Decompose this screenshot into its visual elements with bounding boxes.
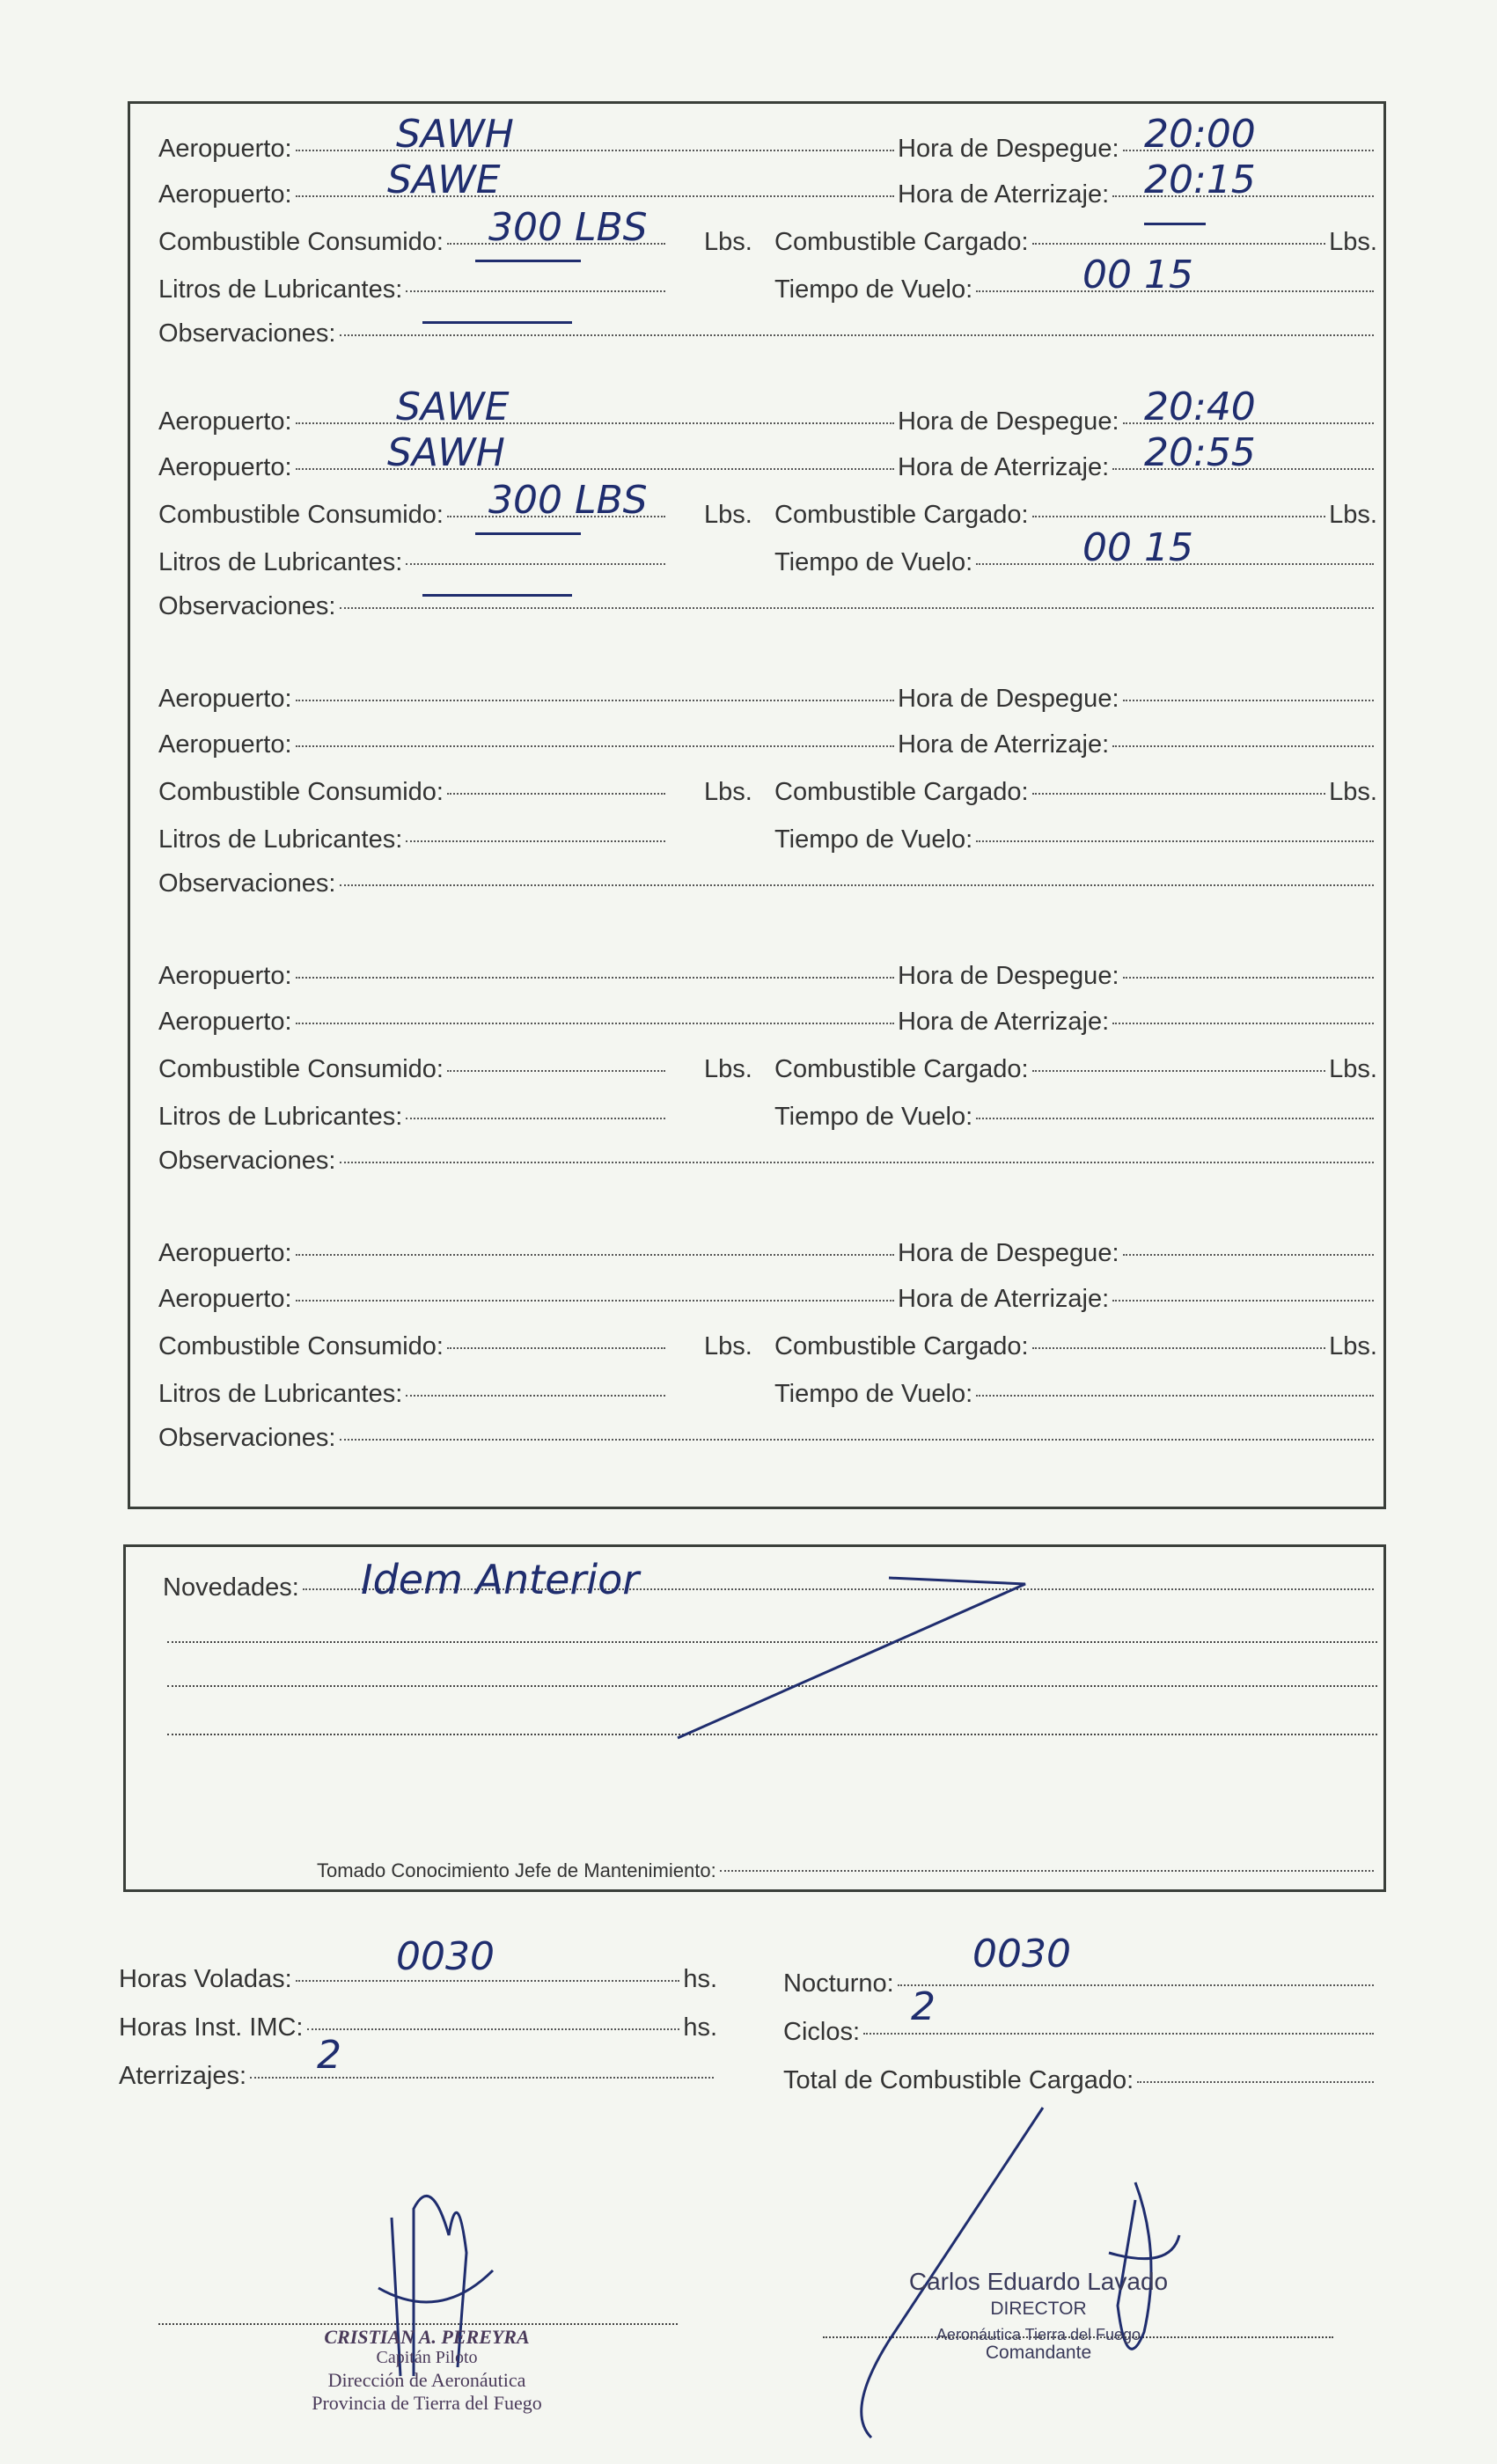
flight-5-aeropuerto-1-label: Aeropuerto:	[158, 1239, 292, 1267]
ciclos-value: 2	[911, 1984, 936, 2029]
flight-1-combustible-cargado-unit: Lbs.	[1329, 228, 1377, 256]
flight-1-litros-lubricantes-label: Litros de Lubricantes:	[158, 275, 403, 304]
flight-1-combustible-consumido-label: Combustible Consumido:	[158, 228, 444, 256]
nocturno-label: Nocturno:	[783, 1969, 894, 1998]
flight-3-lbs-prefix: Lbs.	[704, 778, 752, 806]
flight-2-observaciones-label: Observaciones:	[158, 592, 336, 620]
flight-1-hora-aterrizaje-value: 20:15	[1144, 158, 1256, 202]
flight-4-hora-aterrizaje-label: Hora de Aterrizaje:	[898, 1008, 1110, 1036]
flight-3-observaciones-label: Observaciones:	[158, 869, 336, 898]
flight-2-hora-despegue-value: 20:40	[1144, 385, 1256, 429]
flight-2-tiempo-vuelo-label: Tiempo de Vuelo:	[774, 548, 973, 576]
stamp-right-name: Carlos Eduardo Lavado	[908, 2268, 1169, 2295]
aterrizajes-label: Aterrizajes:	[119, 2062, 247, 2090]
flight-3-aeropuerto-2-label: Aeropuerto:	[158, 730, 292, 759]
novedades-value: Idem Anterior	[361, 1556, 640, 1603]
flight-4-observaciones-label: Observaciones:	[158, 1147, 336, 1175]
flight-2-hora-despegue-label: Hora de Despegue:	[898, 407, 1119, 436]
stamp-right-rank: Comandante	[985, 2343, 1092, 2363]
flight-2-tiempo-vuelo-value: 00 15	[1082, 525, 1193, 570]
flight-4-combustible-consumido-label: Combustible Consumido:	[158, 1055, 444, 1083]
flight-1-hora-despegue-label: Hora de Despegue:	[898, 135, 1119, 163]
flight-5-hora-despegue-label: Hora de Despegue:	[898, 1239, 1119, 1267]
flight-1-observaciones-label: Observaciones:	[158, 319, 336, 348]
flight-2-combustible-consumido-label: Combustible Consumido:	[158, 501, 444, 529]
flight-5-combustible-consumido-label: Combustible Consumido:	[158, 1332, 444, 1360]
flight-5-tiempo-vuelo-label: Tiempo de Vuelo:	[774, 1380, 973, 1408]
flight-3-hora-despegue-label: Hora de Despegue:	[898, 685, 1119, 713]
stamp-left-province: Provincia de Tierra del Fuego	[312, 2392, 542, 2414]
flight-2-litros-lubricantes-label: Litros de Lubricantes:	[158, 548, 403, 576]
flight-2-combustible-consumido-value: 300 LBS	[488, 478, 648, 523]
flight-1-aeropuerto-1-value: SAWH	[396, 112, 514, 157]
flight-1-tiempo-vuelo-label: Tiempo de Vuelo:	[774, 275, 973, 304]
flight-5-hora-aterrizaje-label: Hora de Aterrizaje:	[898, 1285, 1110, 1313]
flight-1-hora-aterrizaje-label: Hora de Aterrizaje:	[898, 180, 1110, 209]
flight-2-aeropuerto-2-label: Aeropuerto:	[158, 453, 292, 481]
flight-3-combustible-consumido-label: Combustible Consumido:	[158, 778, 444, 806]
flight-5-combustible-cargado-label: Combustible Cargado:	[774, 1332, 1029, 1360]
flight-2-combustible-cargado-unit: Lbs.	[1329, 501, 1377, 529]
flight-4-tiempo-vuelo-label: Tiempo de Vuelo:	[774, 1103, 973, 1131]
nocturno-value: 0030	[972, 1932, 1071, 1976]
flight-3-combustible-cargado-unit: Lbs.	[1329, 778, 1377, 806]
total-combustible-label: Total de Combustible Cargado:	[783, 2066, 1134, 2094]
flight-2-aeropuerto-2-value: SAWH	[387, 430, 505, 475]
flight-4-litros-lubricantes-label: Litros de Lubricantes:	[158, 1103, 403, 1131]
flight-5-lbs-prefix: Lbs.	[704, 1332, 752, 1360]
flight-3-hora-aterrizaje-label: Hora de Aterrizaje:	[898, 730, 1110, 759]
flight-3-aeropuerto-1-label: Aeropuerto:	[158, 685, 292, 713]
flight-5-observaciones-label: Observaciones:	[158, 1424, 336, 1452]
flight-4-combustible-cargado-label: Combustible Cargado:	[774, 1055, 1029, 1083]
novedades-label: Novedades:	[163, 1573, 299, 1602]
flight-1-aeropuerto-1-label: Aeropuerto:	[158, 135, 292, 163]
stamp-left-role: Capitán Piloto	[376, 2348, 478, 2367]
ciclos-label: Ciclos:	[783, 2018, 861, 2046]
flight-2-hora-aterrizaje-value: 20:55	[1144, 430, 1256, 475]
flight-5-combustible-cargado-unit: Lbs.	[1329, 1332, 1377, 1360]
flight-2-combustible-cargado-label: Combustible Cargado:	[774, 501, 1029, 529]
horas-imc-label: Horas Inst. IMC:	[119, 2013, 304, 2042]
flight-4-aeropuerto-2-label: Aeropuerto:	[158, 1008, 292, 1036]
flight-4-aeropuerto-1-label: Aeropuerto:	[158, 962, 292, 990]
stamp-right-title: DIRECTOR	[990, 2299, 1087, 2319]
horas-voladas-unit: hs.	[683, 1965, 717, 1993]
flight-5-aeropuerto-2-label: Aeropuerto:	[158, 1285, 292, 1313]
stamp-right-org: Aeronáutica Tierra del Fuego	[936, 2326, 1141, 2343]
horas-voladas-value: 0030	[396, 1934, 495, 1979]
flight-5-litros-lubricantes-label: Litros de Lubricantes:	[158, 1380, 403, 1408]
flight-1-hora-despegue-value: 20:00	[1144, 112, 1256, 157]
flight-1-aeropuerto-2-value: SAWE	[387, 158, 501, 202]
aterrizajes-value: 2	[317, 2033, 341, 2078]
flight-2-hora-aterrizaje-label: Hora de Aterrizaje:	[898, 453, 1110, 481]
flight-1-lbs-prefix: Lbs.	[704, 228, 752, 256]
flight-4-lbs-prefix: Lbs.	[704, 1055, 752, 1083]
tomado-conocimiento-label: Tomado Conocimiento Jefe de Mantenimiento:	[317, 1859, 716, 1881]
flight-1-combustible-consumido-value: 300 LBS	[488, 205, 648, 250]
flight-3-litros-lubricantes-label: Litros de Lubricantes:	[158, 825, 403, 854]
stamp-left-dept: Dirección de Aeronáutica	[327, 2369, 526, 2391]
flight-3-combustible-cargado-label: Combustible Cargado:	[774, 778, 1029, 806]
flight-1-tiempo-vuelo-value: 00 15	[1082, 253, 1193, 297]
flight-2-aeropuerto-1-value: SAWE	[396, 385, 510, 429]
flight-4-combustible-cargado-unit: Lbs.	[1329, 1055, 1377, 1083]
flight-2-lbs-prefix: Lbs.	[704, 501, 752, 529]
flight-4-hora-despegue-label: Hora de Despegue:	[898, 962, 1119, 990]
horas-voladas-label: Horas Voladas:	[119, 1965, 292, 1993]
stamp-left-name: CRISTIAN A. PEREYRA	[324, 2326, 530, 2348]
flight-1-combustible-cargado-label: Combustible Cargado:	[774, 228, 1029, 256]
flight-3-tiempo-vuelo-label: Tiempo de Vuelo:	[774, 825, 973, 854]
flight-2-aeropuerto-1-label: Aeropuerto:	[158, 407, 292, 436]
horas-imc-unit: hs.	[683, 2013, 717, 2042]
flight-1-aeropuerto-2-label: Aeropuerto:	[158, 180, 292, 209]
